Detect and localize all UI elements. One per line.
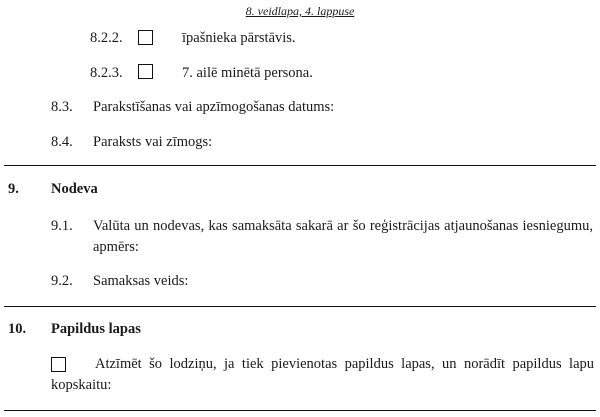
section-9-number: 9. — [8, 181, 19, 197]
label-signature: Paraksts vai zīmogs: — [93, 134, 213, 150]
text-additional-pages: Atzīmēt šo lodziņu, ja tiek pievienotas papildus lapas, un norādīt papildus lapu kopskaitu: — [51, 356, 594, 393]
item-number-8-2-3: 8.2.3. — [90, 65, 123, 81]
item-number-8-4: 8.4. — [51, 134, 73, 150]
checkbox-owner-representative[interactable] — [138, 30, 153, 45]
label-owner-representative: īpašnieka pārstāvis. — [182, 30, 296, 46]
label-column-7-person: 7. ailē minētā persona. — [182, 65, 313, 81]
section-divider — [4, 306, 596, 307]
item-number-8-2-2: 8.2.2. — [90, 30, 123, 46]
section-9-title: Nodeva — [51, 181, 98, 197]
page-header: 8. veidlapa, 4. lappuse — [245, 4, 355, 18]
text-fee-currency-amount: Valūta un nodevas, kas samaksāta sakarā ar šo reģistrācijas atjaunošanas iesniegumu, apmērs: — [93, 218, 593, 255]
item-number-8-3: 8.3. — [51, 99, 73, 115]
label-signing-date: Parakstīšanas vai apzīmogošanas datums: — [93, 99, 335, 115]
checkbox-column-7-person[interactable] — [138, 64, 153, 79]
section-divider — [4, 410, 596, 411]
item-number-9-2: 9.2. — [51, 273, 73, 289]
item-number-9-1: 9.1. — [51, 218, 73, 234]
section-divider — [4, 165, 596, 166]
section-10-title: Papildus lapas — [51, 321, 141, 337]
label-payment-method: Samaksas veids: — [93, 273, 189, 289]
section-10-number: 10. — [8, 321, 27, 337]
